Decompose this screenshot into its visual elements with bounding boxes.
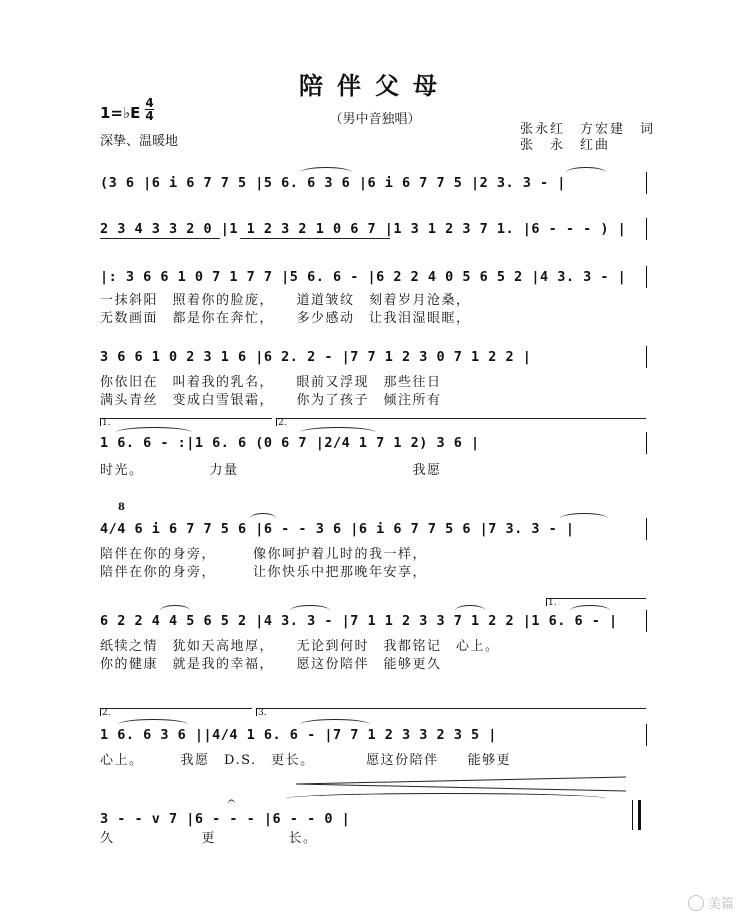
barline <box>646 172 647 194</box>
lyrics-system-4-verse-2: 满头青丝 变成白雪银霜， 你为了孩子 倾注所有 <box>100 393 442 408</box>
crescendo-hairpin <box>296 776 626 792</box>
slur <box>455 605 485 616</box>
slur <box>300 427 376 438</box>
barline <box>646 518 647 540</box>
volta-edge <box>100 708 101 716</box>
slur <box>290 605 330 616</box>
composer-credit: 张 永 红曲 <box>520 138 611 153</box>
barline <box>646 432 647 454</box>
score-system-5: 1 6. 6 - :|1 6. 6 (0 6 7 |2/4 1 7 1 2) 3 6 | <box>100 435 480 451</box>
lyrics-system-6-verse-1: 陪伴在你的身旁， 像你呵护着儿时的我一样， <box>100 547 428 562</box>
volta-edge <box>100 418 101 426</box>
score-system-2: 2 3 4 3 3 2 0 |1 1 2 3 2 1 0 6 7 |1 3 1 2 3 7 1. |6 - - - ) | <box>100 221 627 237</box>
score-system-7: 6 2 2 4 4 5 6 5 2 |4 3. 3 - |7 1 1 2 3 3 7 1 2 2 |1 6. 6 - | <box>100 613 618 629</box>
lyrics-system-7-verse-1: 纸犊之情 犹如天高地厚， 无论到何时 我都铭记 心上。 <box>100 639 500 654</box>
expression-mark: 深挚、温暖地 <box>100 134 179 149</box>
rehearsal-mark: 8 <box>118 502 125 513</box>
slur <box>566 167 606 178</box>
meter-bottom: 4 <box>145 109 154 123</box>
lyrics-system-6-verse-2: 陪伴在你的身旁， 让你快乐中把那晚年安享， <box>100 565 428 580</box>
volta-label-3: 3. <box>258 708 267 718</box>
watermark <box>688 893 734 912</box>
volta-edge <box>256 708 257 716</box>
lyrics-system-4-verse-1: 你依旧在 叫着我的乳名， 眼前又浮现 那些往日 <box>100 375 442 390</box>
volta-label-1b: 1. <box>548 598 557 608</box>
lyrics-system-9: 久 更 长。 <box>100 831 318 846</box>
slur <box>160 605 190 616</box>
fermata-icon: 𝄐 <box>228 794 235 808</box>
tie <box>286 793 606 804</box>
underline <box>100 238 220 239</box>
watermark-text: 美篇 <box>707 897 734 912</box>
meter-top: 4 <box>145 96 154 110</box>
score-system-3: |: 3 6 6 1 0 7 1 7 7 |5 6. 6 - |6 2 2 4 0 5 6 5 2 |4 3. 3 - | <box>100 269 627 285</box>
time-signature <box>145 97 154 122</box>
volta-bracket-1b <box>546 598 646 599</box>
score-system-8: 1 6. 6 3 6 ||4/4 1 6. 6 - |7 7 1 2 3 3 2 3 5 | <box>100 727 497 743</box>
score-system-1: (3 6 |6 i 6 7 7 5 |5 6. 6 3 6 |6 i 6 7 7 5 |2 3. 3 - | <box>100 175 566 191</box>
score-system-6: 4/4 6 i 6 7 7 5 6 |6 - - 3 6 |6 i 6 7 7 5 6 |7 3. 3 - | <box>100 521 575 537</box>
barline <box>646 724 647 746</box>
barline-final-thin <box>632 800 633 830</box>
barline <box>646 610 647 632</box>
barline <box>646 266 647 288</box>
lyrics-system-8: 心上。 我愿 D.S. 更长。 愿这份陪伴 能够更 <box>100 753 512 768</box>
barline <box>646 346 647 368</box>
song-title: 陪伴父母 <box>299 71 451 100</box>
lyricist-credit: 张永红 方宏建 词 <box>520 122 656 137</box>
slur <box>570 605 610 616</box>
lyrics-system-3-verse-2: 无数画面 都是你在奔忙， 多少感动 让我泪湿眼眶， <box>100 311 471 326</box>
lyrics-system-5: 时光。 力量 我愿 <box>100 463 442 478</box>
score-system-4: 3 6 6 1 0 2 3 1 6 |6 2. 2 - |7 7 1 2 3 0 7 1 2 2 | <box>100 349 532 365</box>
score-system-9: 3 - - v 7 |6 - - - |6 - - 0 | <box>100 811 351 827</box>
key-signature: 1=♭E <box>100 104 141 122</box>
slur <box>560 513 608 524</box>
volta-bracket-3 <box>256 708 646 709</box>
volta-label-2: 2. <box>278 418 287 428</box>
song-subtitle: （男中音独唱） <box>329 112 421 127</box>
volta-label-2b: 2. <box>102 708 111 718</box>
barline <box>646 218 647 240</box>
barline-final-thick <box>638 800 641 830</box>
watermark-logo-icon <box>688 895 704 911</box>
volta-edge <box>276 418 277 426</box>
volta-bracket-2b <box>100 708 252 709</box>
lyrics-system-3-verse-1: 一抹斜阳 照着你的脸庞， 道道皱纹 刻着岁月沧桑， <box>100 293 471 308</box>
slur <box>300 719 370 730</box>
slur <box>118 719 188 730</box>
volta-bracket-2 <box>276 418 646 419</box>
volta-label-1: 1. <box>102 418 111 428</box>
slur <box>300 167 352 178</box>
volta-edge <box>546 598 547 606</box>
slur <box>250 513 276 524</box>
lyrics-system-7-verse-2: 你的健康 就是我的幸福， 愿这份陪伴 能够更久 <box>100 657 442 672</box>
slur <box>116 427 192 438</box>
underline <box>240 238 390 239</box>
volta-bracket-1 <box>100 418 272 419</box>
